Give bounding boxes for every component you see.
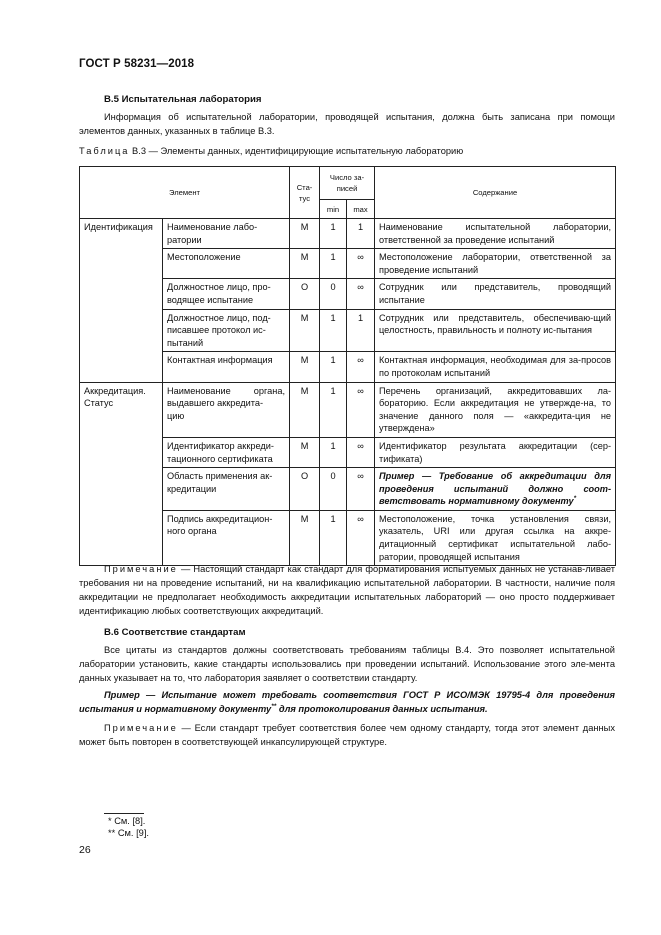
note-text: — Если стандарт требует соответствия более чем одному стандарту, тогда этот элемент данных может быть повторен в соответствующей инкапсулирующей структуре. — [79, 723, 615, 747]
example-text-a: Пример — Испытание может требовать соответствия ГОСТ Р ИСО/МЭК 19795-4 для проведения испытания и нормативному документу — [79, 690, 615, 714]
group-cell: Идентификация — [80, 219, 163, 383]
page-number: 26 — [79, 844, 91, 856]
header-element: Элемент — [80, 167, 290, 219]
footnote-1: * См. [8]. — [108, 816, 146, 826]
min-cell: 1 — [320, 510, 347, 565]
min-cell: 1 — [320, 219, 347, 249]
content-cell: Сотрудник или представитель, обеспечиваю-щий целостность, правильность и полноту ис-пытания — [375, 309, 616, 352]
element-name-cell: Наименование органа, выдавшего аккредита- цию — [163, 382, 290, 437]
status-cell: О — [290, 279, 320, 309]
status-cell: О — [290, 468, 320, 511]
element-name-cell: Местоположение — [163, 249, 290, 279]
content-cell: Местоположение лаборатории, ответственной за проведение испытаний — [375, 249, 616, 279]
min-cell: 1 — [320, 309, 347, 352]
status-cell: М — [290, 352, 320, 382]
content-cell: Наименование испытательной лаборатории, ответственной за проведение испытаний — [375, 219, 616, 249]
footnote-ref: * — [573, 495, 577, 503]
section-b6-note — [79, 721, 615, 749]
group-cell: Аккредитация. Статус — [80, 382, 163, 566]
footnote-ref: ** — [271, 703, 277, 710]
section-b6-example — [79, 688, 615, 716]
content-cell: Перечень организаций, аккредитовавших ла-бораторию. Если аккредитация не утвержде-на, то значение данного поля — «аккредита-ция не утверждена» — [375, 382, 616, 437]
document-header: ГОСТ Р 58231—2018 — [79, 58, 195, 70]
max-cell: ∞ — [347, 468, 375, 511]
content-cell-example — [375, 468, 616, 511]
example-text-b: для протоколирования данных испытания. — [276, 704, 488, 714]
element-name-cell: Должностное лицо, под- писавшее протокол ис- пытаний — [163, 309, 290, 352]
min-cell: 0 — [320, 279, 347, 309]
header-status: Ста- тус — [290, 167, 320, 219]
min-cell: 1 — [320, 352, 347, 382]
footnote-divider — [104, 813, 144, 814]
status-cell: М — [290, 382, 320, 437]
max-cell: 1 — [347, 309, 375, 352]
table-note — [79, 562, 615, 618]
header-max: max — [347, 200, 375, 219]
element-name-cell: Контактная информация — [163, 352, 290, 382]
status-cell: М — [290, 309, 320, 352]
status-cell: М — [290, 249, 320, 279]
footnote-2: ** См. [9]. — [108, 828, 150, 838]
table-row — [80, 382, 616, 437]
data-elements-table — [79, 166, 616, 566]
status-cell: М — [290, 437, 320, 467]
max-cell: ∞ — [347, 382, 375, 437]
note-label: Примечание — [104, 564, 178, 574]
section-b6-text: Все цитаты из стандартов должны соответствовать требованиям таблицы В.4. Это позволяет испытательной лаборатории установить, какие стандарты использовались при проведении испытаний. Использование этого эле-мента данных указывает на то, что лаборатория заявляет о соответствии стандарту. — [79, 645, 615, 683]
section-b6-heading: В.6 Соответствие стандартам — [104, 627, 246, 638]
status-cell: М — [290, 219, 320, 249]
element-name-cell: Должностное лицо, про- водящее испытание — [163, 279, 290, 309]
header-content: Содержание — [375, 167, 616, 219]
header-count: Число за- писей — [320, 167, 375, 200]
content-cell: Контактная информация, необходимая для за-просов по протоколам испытаний — [375, 352, 616, 382]
content-example-text: Пример — Требование об аккредитации для проведения испытаний должно соот-ветствовать нормативному документу — [379, 471, 612, 507]
min-cell: 1 — [320, 382, 347, 437]
table-caption — [79, 146, 463, 156]
min-cell: 1 — [320, 437, 347, 467]
element-name-cell: Идентификатор аккреди- тационного сертификата — [163, 437, 290, 467]
min-cell: 1 — [320, 249, 347, 279]
max-cell: ∞ — [347, 510, 375, 565]
header-min: min — [320, 200, 347, 219]
max-cell: 1 — [347, 219, 375, 249]
note-label: Примечание — [104, 723, 178, 733]
max-cell: ∞ — [347, 437, 375, 467]
max-cell: ∞ — [347, 249, 375, 279]
table-row — [80, 219, 616, 249]
section-b5-heading: В.5 Испытательная лаборатория — [104, 94, 262, 105]
table-caption-prefix: Таблица — [79, 146, 130, 156]
element-name-cell: Область применения ак- кредитации — [163, 468, 290, 511]
content-cell: Сотрудник или представитель, проводящий испытание — [375, 279, 616, 309]
max-cell: ∞ — [347, 352, 375, 382]
note-text: — Настоящий стандарт как стандарт для форматирования испытуемых данных не устанав-ливает требования ни на проведение испытаний, ни на квалификацию испытательной лаборатории. В частности, наличие поля аккредитации не предполагает необходимость аккредитации испытательных лабораторий — оно просто поддерживает идентификацию любых соответствующих аккредитаций. — [79, 564, 615, 616]
element-name-cell: Наименование лабо- ратории — [163, 219, 290, 249]
element-name-cell: Подпись аккредитацион- ного органа — [163, 510, 290, 565]
table-caption-text: В.3 — Элементы данных, идентифицирующие испытательную лабораторию — [129, 146, 464, 156]
status-cell: М — [290, 510, 320, 565]
max-cell: ∞ — [347, 279, 375, 309]
section-b5-intro: Информация об испытательной лаборатории, проводящей испытания, должна быть записана при помощи элементов данных, указанных в таблице В.3. — [79, 112, 615, 136]
min-cell: 0 — [320, 468, 347, 511]
content-cell: Идентификатор результата аккредитации (сер-тификата) — [375, 437, 616, 467]
content-cell: Местоположение, точка установления связи, указатель, URI или другая ссылка на аккре-дитационный сертификат испытательной лабо-ратории, проводящей испытания — [375, 510, 616, 565]
